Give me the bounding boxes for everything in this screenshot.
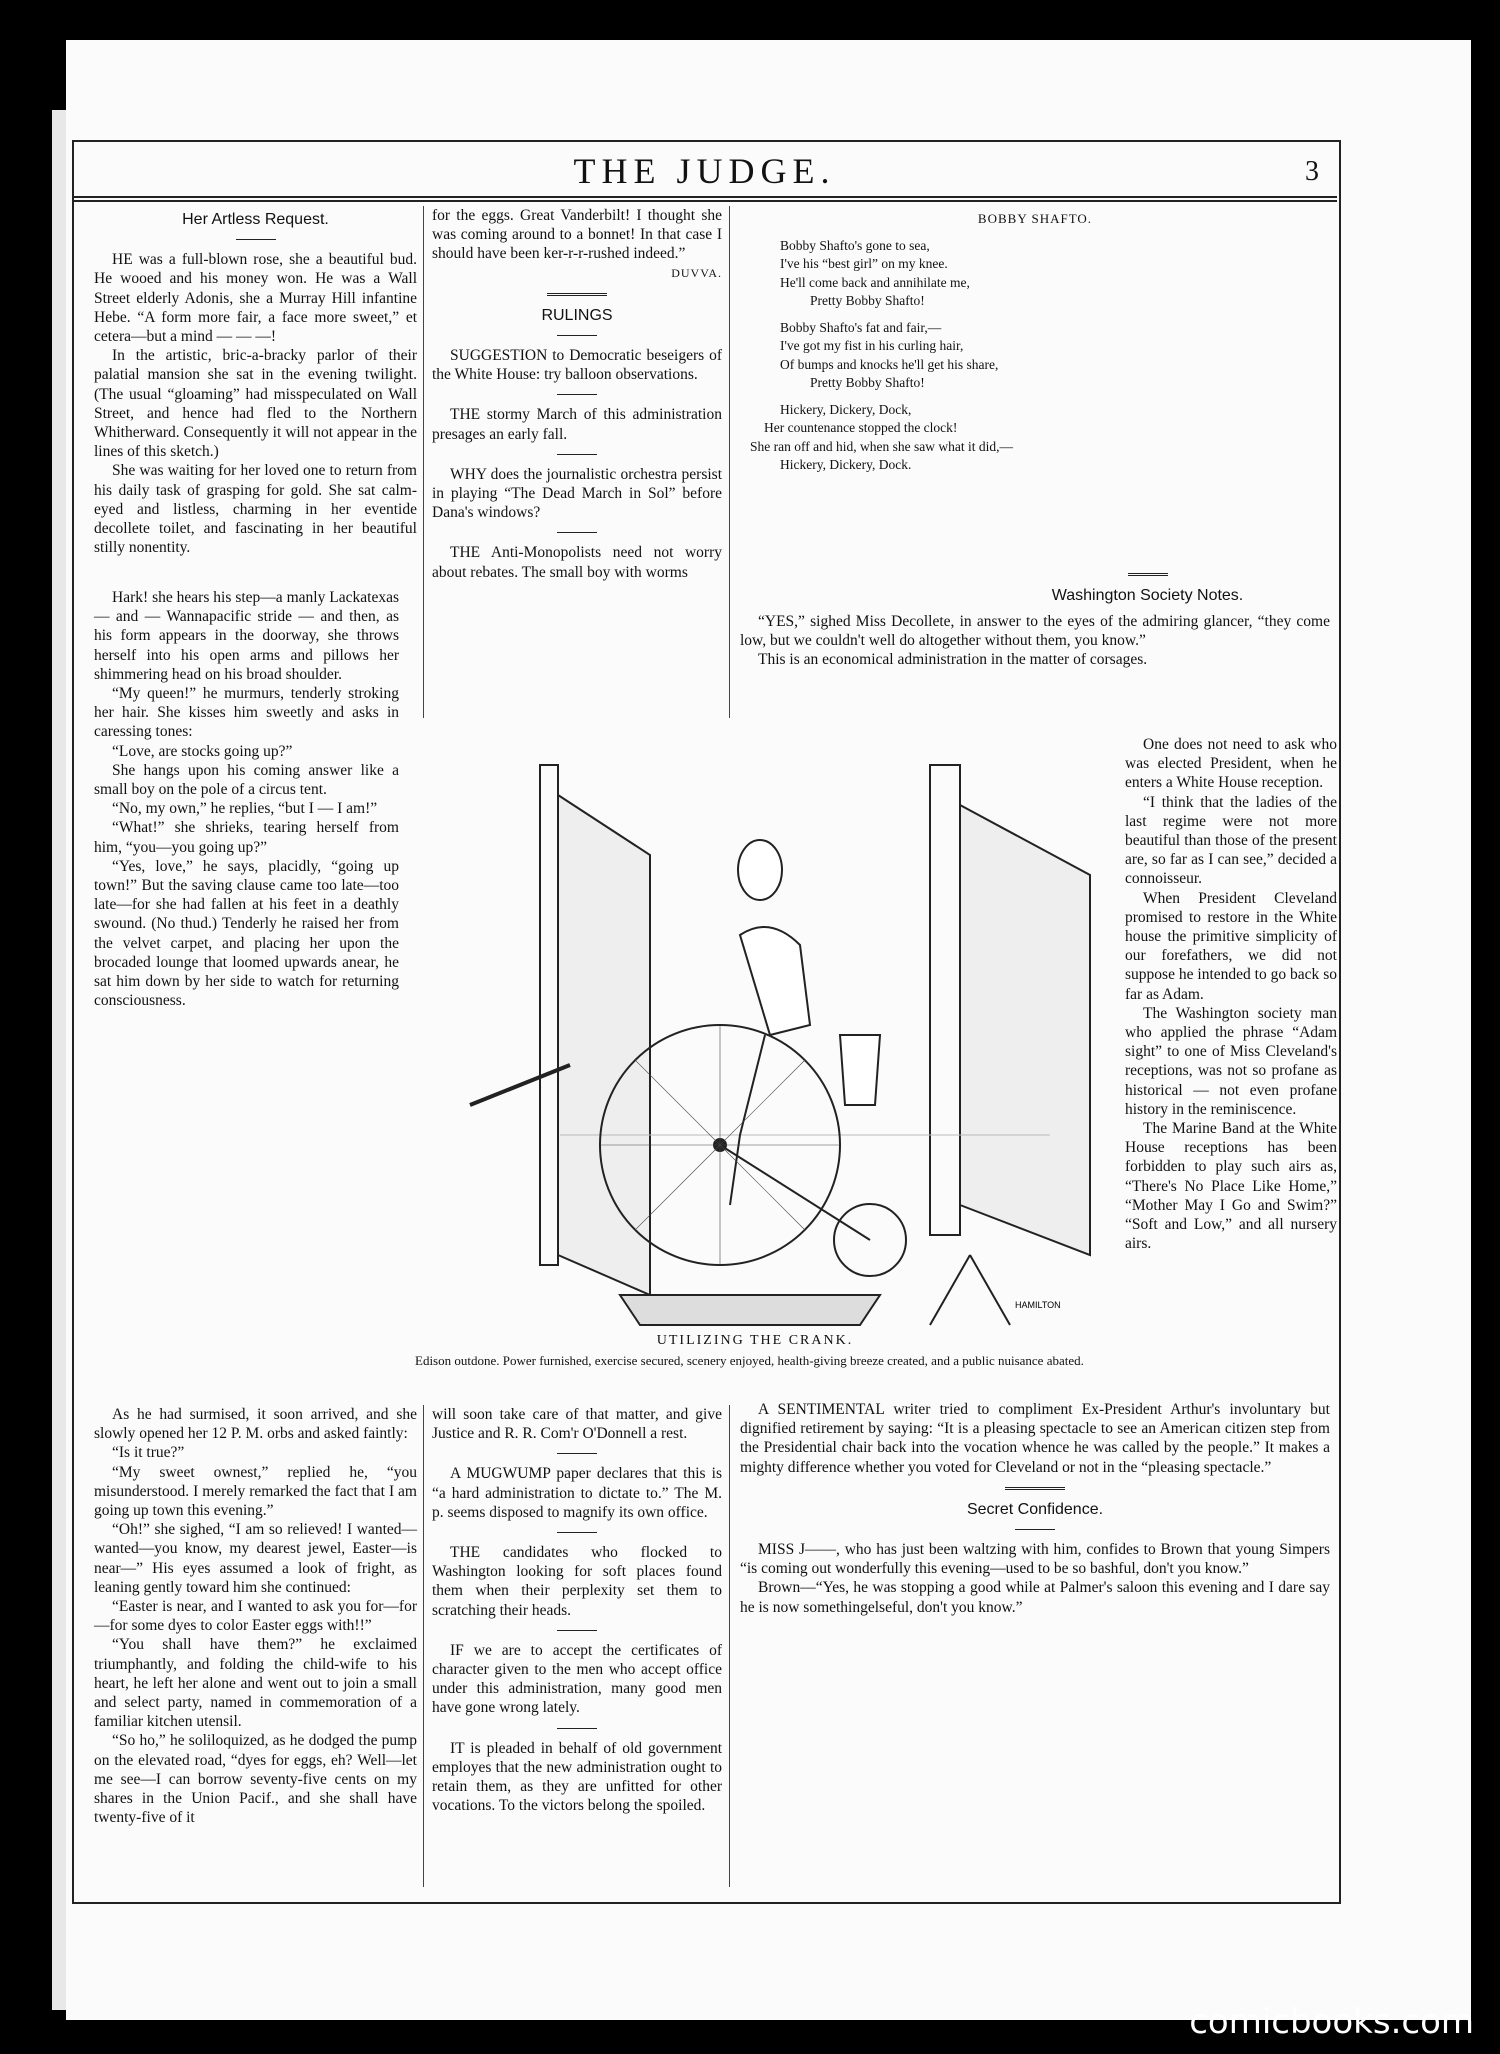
paragraph: “So ho,” he soliloquized, as he dodged the pump on the elevated road, “dyes for eggs, eh? Well—let me see—I can borrow seventy-five cents on my shares in the Union Pacif., and she shall have twenty-five of it [94,1732,417,1827]
society-notes-top [965,563,1330,613]
paragraph: “My sweet ownest,” replied he, “you misunderstood. I merely remarked the fact that I am going up town this evening.” [94,1463,417,1520]
rider-leg [730,1035,765,1205]
paragraph: “YES,” sighed Miss Decollete, in answer to the eyes of the admiring glancer, “they come low, but we couldn't well do altogether without them, you know.” [740,613,1330,650]
divider [557,1453,597,1454]
paragraph: The Washington society man who applied the phrase “Adam sight” to one of Miss Cleveland's receptions, was not so profane as historical — not even profane history in the reminiscence. [1125,1004,1337,1118]
paragraph: Hark! she hears his step—a manly Lackatexas — and — Wannapacific stride — and then, as his form appears in the doorway, she throws herself into his open arms and pillows her shimmering head on his broad shoulder. [94,589,399,683]
paragraph: In the artistic, bric-a-bracky parlor of their palatial mansion she sat in the evening twilight. (The usual “gloaming” had misspeculated on Wall Street, and hence had fled to the Northern Whitherward. Consequently it will not appear in the lines of this sketch.) [94,347,417,461]
paragraph: HE was a full-blown rose, she a beautiful bud. He wooed and his money won. He was a Wall Street elderly Adonis, she a Murray Hill infantine Hebe. “A form more fair, a face more sweet,” et cetera—but a mind — — —! [94,251,417,346]
left-roller-post [540,765,558,1265]
paragraph: Brown—“Yes, he was stopping a good while at Palmer's saloon this evening and I dare say he is now somethingelseful, don't you know.” [740,1579,1330,1616]
divider [236,239,276,240]
hose [470,1065,570,1105]
rulings-continued [432,1405,722,1815]
paragraph: WHY does the journalistic orchestra persist in playing “The Dead March in Sol” before Dana's windows? [432,465,722,522]
poem-line: Bobby Shafto's fat and fair,— [780,319,942,335]
poem-bobby-shafto [740,206,1330,475]
divider [1128,573,1168,576]
divider [557,454,597,455]
masthead [72,150,1337,198]
paragraph: IF we are to accept the certificates of character given to the men who accept office under this administration, many good men have gone wrong lately. [432,1641,722,1717]
society-notes-body [740,612,1330,670]
paragraph: A SENTIMENTAL writer tried to compliment Ex-President Arthur's involuntary but dignified retirement by saying: “It is a pleasing spectacle to see an American citizen step from the Presidential chair back into the vocation whence he was called by the people.” It makes a mighty difference whether you voted for Cleveland or not in the “pleasing spectacle.” [740,1401,1330,1476]
signature: DUVVA. [671,265,722,280]
masthead-title: THE JUDGE. [573,151,836,191]
treadmill-belt [620,1295,880,1325]
paragraph: THE Anti-Monopolists need not worry about rebates. The small boy with worms [432,544,722,581]
article-conclusion [94,1405,417,1827]
paragraph: “What!” she shrieks, tearing herself from him, “you—you going up?” [94,819,399,856]
paragraph: “Easter is near, and I wanted to ask you for—for—for some dyes to color Easter eggs with!!” [94,1598,417,1635]
paragraph: will soon take care of that matter, and give Justice and R. R. Com'r O'Donnell a rest. [432,1406,722,1443]
divider [557,1532,597,1533]
page-number: 3 [1305,156,1319,187]
article-continued [94,588,399,1010]
paragraph: MISS J——, who has just been waltzing with him, confides to Brown that young Simpers “is coming out wonderfully this evening—used to be so bashful, don't you know.” [740,1541,1330,1578]
article-heading: Her Artless Request. [182,211,329,228]
paragraph: “Oh!” she sighed, “I am so relieved! I wanted—wanted—you know, my dearest jewel, Easter—is near—” His eyes assumed a look of fright, as leaning gently toward him she continued: [94,1521,417,1596]
society-notes-side [1125,735,1337,1253]
right-roller-post [930,765,960,1235]
column-rule-2-lower [729,1405,730,1887]
paragraph: “Is it true?” [112,1444,185,1462]
paragraph: “My queen!” he murmurs, tenderly stroking her hair. She kisses him sweetly and asks in caressing tones: [94,685,399,741]
rider-body [740,927,810,1035]
illustration-subcaption: Edison outdone. Power furnished, exercise secured, scenery enjoyed, health-giving breeze created, and a public nuisance abated. [415,1353,1084,1368]
paragraph: THE stormy March of this administration presages an early fall. [432,406,722,443]
artist-signature: HAMILTON [1015,1300,1061,1310]
poem-line: He'll come back and annihilate me, [780,274,970,290]
poem-title: BOBBY SHAFTO. [977,211,1093,226]
divider [1015,1529,1055,1530]
paragraph: She was waiting for her loved one to return from his daily task of grasping for gold. She sat calm-eyed and listless, charming in her eventide decollete toilet, and fascinating in her beautiful stilly nonentity. [94,462,417,557]
rider-head [738,840,782,900]
column-rule-1 [423,206,424,718]
paragraph: for the eggs. Great Vanderbilt! I thought she was coming around to a bonnet! In that case I should have been ker-r-r-rushed indeed.” [432,207,722,263]
secret-heading: Secret Confidence. [966,1500,1104,1518]
bicycle-treadmill-illustration [410,735,1100,1335]
paragraph: IT is pleaded in behalf of old government employes that the new administration ought to retain them, as they are unfitted for other vocations. To the victors belong the spoiled. [432,1739,722,1815]
poem-line: Of bumps and knocks he'll get his share, [780,356,999,372]
column-3-bottom [740,1400,1330,1617]
rulings-heading: RULINGS [541,306,613,324]
paragraph: “I think that the ladies of the last regime were not more beautiful than those of the present are, so far as I can see,” decided a connoisseur. [1125,793,1337,888]
illustration-utilizing-the-crank [410,735,1100,1355]
column-rule-1-lower [423,1405,424,1887]
poem-line: Her countenance stopped the clock! [764,420,958,435]
poem-line: She ran off and hid, when she saw what it did,— [750,438,1013,454]
poem-line: Hickery, Dickery, Dock, [780,401,912,417]
divider [557,1630,597,1631]
divider [1005,1487,1065,1490]
column-rule-2 [729,206,730,718]
paragraph: A MUGWUMP paper declares that this is “a hard administration to dictate to.” The M. p. seems disposed to magnify its own office. [432,1465,722,1521]
paragraph: As he had surmised, it soon arrived, and she slowly opened her 12 P. M. orbs and asked faintly: [94,1406,417,1443]
paragraph: “Love, are stocks going up?” [112,742,293,760]
poem-line: I've his “best girl” on my knee. [780,256,948,271]
poem-line: Pretty Bobby Shafto! [810,293,925,308]
poem-line: Hickery, Dickery, Dock. [780,457,912,472]
paragraph: “No, my own,” he replies, “but I — I am!” [112,800,378,818]
paragraph: The Marine Band at the White House receptions has been forbidden to play such airs as, “There's No Place Like Home,” “Mother May I Go and Swim?” “Soft and Low,” and all nursery airs. [1125,1120,1337,1253]
article-her-artless-request [94,206,417,557]
paragraph: This is an economical administration in the matter of corsages. [758,651,1148,669]
left-scenery-panel [558,795,650,1295]
illustration-caption: UTILIZING THE CRANK. [656,1333,854,1348]
masthead-rule-2 [72,200,1337,202]
paragraph: “You shall have them?” he exclaimed triumphantly, and folding the child-wife to his heart, he left her alone and went out to join a small and select party, named in commemoration of a familiar kitchen utensil. [94,1636,417,1731]
poem-line: Pretty Bobby Shafto! [810,375,925,390]
paragraph: One does not need to ask who was elected President, when he enters a White House reception. [1125,736,1337,792]
right-scenery-panel [960,805,1090,1255]
paragraph: She hangs upon his coming answer like a small boy on the pole of a circus tent. [94,761,399,799]
masthead-rule [72,196,1337,198]
paragraph: “Yes, love,” he says, placidly, “going up town!” But the saving clause came too late—too late—for she had fallen at his feet in a deathly swound. (No thud.) Tenderly he raised her from the velvet carpet, and placing her upon the brocaded lounge that loomed upwards anear, he sat him down by her side to watch for returning consciousness. [94,857,399,1010]
hopper [840,1035,880,1105]
divider [557,532,597,533]
divider [547,293,607,296]
divider [557,335,597,336]
divider [557,394,597,395]
society-heading: Washington Society Notes. [1051,587,1244,604]
previous-page-edge [52,110,66,2010]
poem-line: Bobby Shafto's gone to sea, [780,237,930,253]
paragraph: THE candidates who flocked to Washington looking for soft places found them when their perplexity set them to scratching their heads. [432,1544,722,1619]
divider [557,1728,597,1729]
poem-line: I've got my fist in his curling hair, [780,338,964,353]
rulings-column [432,206,722,582]
paragraph: When President Cleveland promised to restore in the White house the primitive simplicity of our forefathers, we did not suppose he intended to go back so far as Adam. [1125,889,1337,1003]
paragraph: SUGGESTION to Democratic beseigers of the White House: try balloon observations. [432,347,722,384]
watermark: comicbooks.com [1189,2002,1474,2042]
